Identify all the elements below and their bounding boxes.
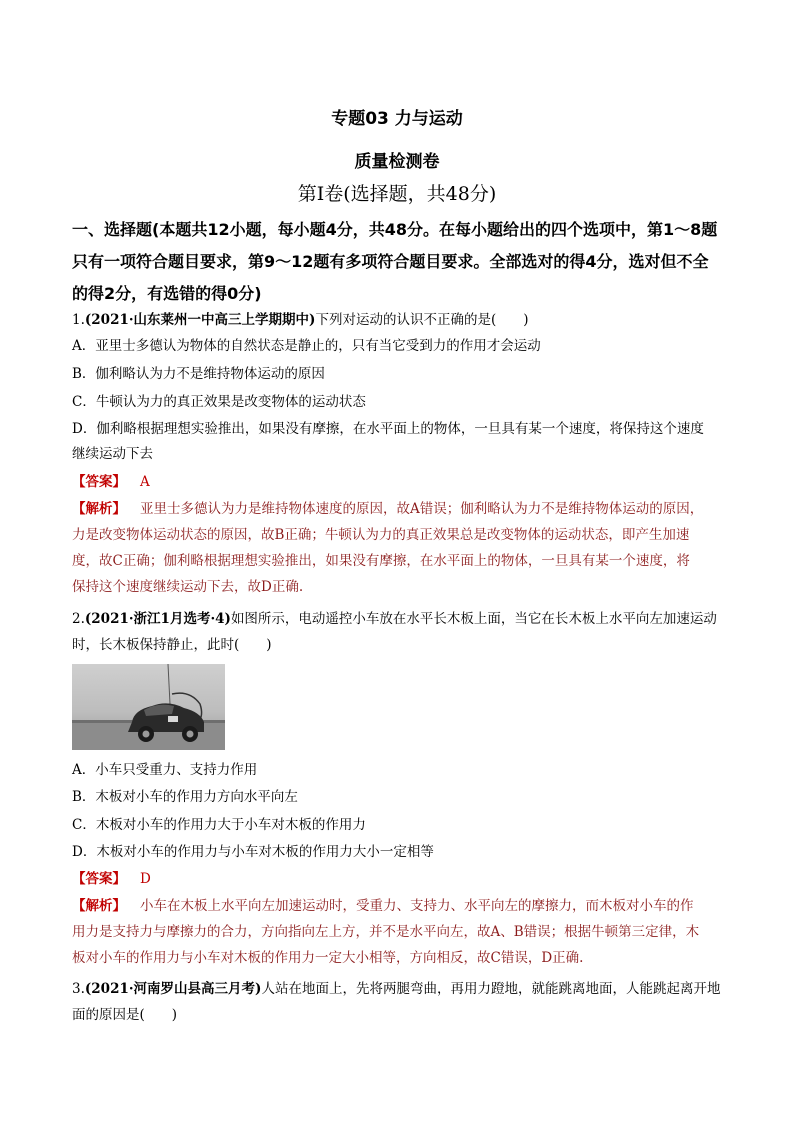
q2-explanation xyxy=(72,893,734,971)
q3-number: 3. xyxy=(72,981,85,997)
q1-number: 1. xyxy=(72,312,85,328)
q1-explain-line-3: 度，故C正确；伽利略根据理想实验推出，如果没有摩擦，在水平面上的物体，一旦具有某一个速度，将 xyxy=(72,553,690,569)
q2-number: 2. xyxy=(72,611,85,627)
q3-text-1: 人站在地面上，先将两腿弯曲，再用力蹬地，就能跳离地面，人能跳起离开地 xyxy=(261,981,721,997)
q1-answer-label: 【答案】 xyxy=(72,474,126,490)
q1-explain-line-4: 保持这个速度继续运动下去，故D正确. xyxy=(72,579,304,595)
q2-explain-label: 【解析】 xyxy=(72,898,126,914)
doc-title: 专题03 力与运动 xyxy=(331,109,463,129)
q1-source: (2021·山东莱州一中高三上学期期中) xyxy=(84,312,316,328)
doc-subtitle: 质量检测卷 xyxy=(354,152,440,172)
q1-option-d-cont: 继续运动下去 xyxy=(72,446,153,462)
section-line-1: 一、选择题(本题共12小题，每小题4分，共48分。在每小题给出的四个选项中，第1～8题 xyxy=(72,220,718,239)
q2-explain-line-3: 板对小车的作用力与小车对木板的作用力一定大小相等，方向相反，故C错误，D正确. xyxy=(72,950,584,966)
q1-answer-value: A xyxy=(140,474,150,490)
q1-explain-line-2: 力是改变物体运动状态的原因，故B正确；牛顿认为力的真正效果总是改变物体的运动状态，即产生加速 xyxy=(72,527,690,543)
q2-text-1: 如图所示，电动遥控小车放在水平长木板上面，当它在长木板上水平向左加速运动 xyxy=(230,611,717,627)
q1-option-b: B．伽利略认为力不是维持物体运动的原因 xyxy=(72,366,325,382)
q1-explain-label: 【解析】 xyxy=(72,501,126,517)
section-line-2: 只有一项符合题目要求，第9～12题有多项符合题目要求。全部选对的得4分，选对但不全 xyxy=(72,252,709,271)
q2-option-b: B．木板对小车的作用力方向水平向左 xyxy=(72,789,298,805)
q2-stem xyxy=(72,606,732,632)
q2-answer-value: D xyxy=(140,871,151,887)
q3-stem xyxy=(72,976,732,1002)
q2-source: (2021·浙江1月选考·4) xyxy=(84,611,231,627)
section-instructions xyxy=(72,214,732,310)
q1-option-d: D．伽利略根据理想实验推出，如果没有摩擦，在水平面上的物体，一旦具有某一个速度，将保持这个速度 xyxy=(72,421,704,437)
q2-text-2: 时，长木板保持静止，此时( ) xyxy=(72,637,272,653)
q2-option-c: C．木板对小车的作用力大于小车对木板的作用力 xyxy=(72,817,366,833)
q2-explain-line-2: 用力是支持力与摩擦力的合力，方向指向左上方，并不是水平向左，故A、B错误；根据牛顿第三定律，木 xyxy=(72,924,700,940)
q2-option-a: A．小车只受重力、支持力作用 xyxy=(72,762,258,778)
q1-answer xyxy=(72,469,732,495)
q1-explanation xyxy=(72,496,734,600)
q1-option-a: A．亚里士多德认为物体的自然状态是静止的，只有当它受到力的作用才会运动 xyxy=(72,338,541,354)
q1-text: 下列对运动的认识不正确的是( ) xyxy=(315,312,529,328)
part-heading: 第Ⅰ卷(选择题，共48分) xyxy=(297,183,497,205)
toy-car-photo xyxy=(72,664,225,750)
q2-answer xyxy=(72,866,732,892)
q1-option-c: C．牛顿认为力的真正效果是改变物体的运动状态 xyxy=(72,394,366,410)
q3-source: (2021·河南罗山县高三月考) xyxy=(84,981,262,997)
q3-text-2: 面的原因是( ) xyxy=(72,1007,178,1023)
section-line-3: 的得2分，有选错的得0分) xyxy=(72,284,262,303)
q2-answer-label: 【答案】 xyxy=(72,871,126,887)
q2-option-d: D．木板对小车的作用力与小车对木板的作用力大小一定相等 xyxy=(72,844,434,860)
q1-explain-line-1: 亚里士多德认为力是维持物体速度的原因，故A错误；伽利略认为力不是维持物体运动的原因， xyxy=(140,501,704,517)
q1-stem xyxy=(72,307,732,333)
q2-explain-line-1: 小车在木板上水平向左加速运动时，受重力、支持力、水平向左的摩擦力，而木板对小车的作 xyxy=(140,898,694,914)
